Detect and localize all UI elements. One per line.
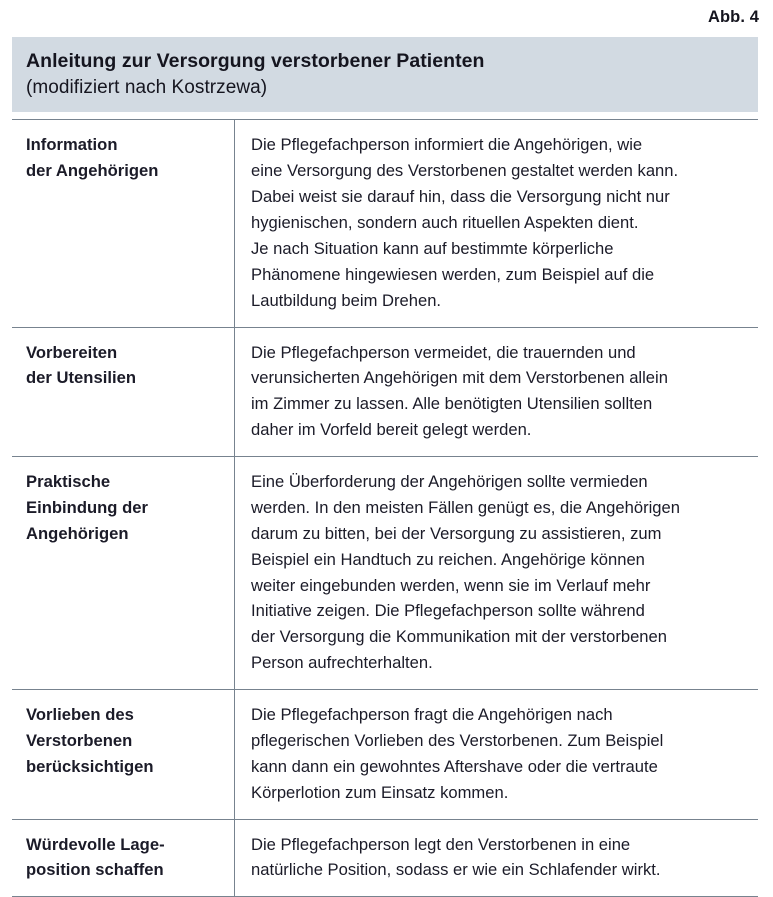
figure-number-label: Abb. 4 xyxy=(707,8,759,26)
description-line: daher im Vorfeld bereit gelegt werden. xyxy=(251,420,532,440)
term-line: Angehörigen xyxy=(26,523,129,543)
term-line: der Angehörigen xyxy=(26,161,159,181)
term-line: Praktische xyxy=(26,472,111,492)
table-row xyxy=(12,327,758,457)
description-line: Die Pflegefachperson legt den Verstorbenen in eine xyxy=(251,834,631,854)
term-line: Vorlieben des xyxy=(26,705,134,725)
description-line: eine Versorgung des Verstorbenen gestaltet werden kann. xyxy=(251,161,679,181)
description-line: Lautbildung beim Drehen. xyxy=(251,290,442,310)
figure-header-band xyxy=(12,37,758,112)
description-line: verunsicherten Angehörigen mit dem Verstorbenen allein xyxy=(251,368,668,388)
description-line: Person aufrechterhalten. xyxy=(251,653,433,673)
description-line: Die Pflegefachperson informiert die Angehörigen, wie xyxy=(251,135,643,155)
description-line: Initiative zeigen. Die Pflegefachperson sollte während xyxy=(251,601,645,621)
description-line: der Versorgung die Kommunikation mit der verstorbenen xyxy=(251,627,667,647)
row-description-cell xyxy=(235,690,759,820)
description-line: Je nach Situation kann auf bestimmte körperliche xyxy=(251,238,614,258)
description-line: Dabei weist sie darauf hin, dass die Versorgung nicht nur xyxy=(251,187,670,207)
table-row xyxy=(12,690,758,820)
description-line: pflegerischen Vorlieben des Verstorbenen. Zum Beispiel xyxy=(251,730,664,750)
row-term-cell xyxy=(12,819,235,897)
description-line: im Zimmer zu lassen. Alle benötigten Utensilien sollten xyxy=(251,394,653,414)
description-line: Beispiel ein Handtuch zu reichen. Angehörige können xyxy=(251,549,645,569)
row-description-cell xyxy=(235,457,759,690)
figure-table-block xyxy=(12,37,758,897)
description-line: Phänomene hingewiesen werden, zum Beispiel auf die xyxy=(251,264,655,284)
description-line: hygienischen, sondern auch rituellen Aspekten dient. xyxy=(251,213,639,233)
table-row xyxy=(12,120,758,327)
term-line: position schaffen xyxy=(26,860,164,880)
term-line: der Utensilien xyxy=(26,368,137,388)
guidance-table-body xyxy=(12,120,758,897)
row-description-cell xyxy=(235,327,759,457)
row-term-cell xyxy=(12,327,235,457)
description-line: weiter eingebunden werden, wenn sie im Verlauf mehr xyxy=(251,575,651,595)
table-row xyxy=(12,457,758,690)
term-line: Würdevolle Lage- xyxy=(26,834,165,854)
description-line: werden. In den meisten Fällen genügt es, die Angehörigen xyxy=(251,497,680,517)
description-line: natürliche Position, sodass er wie ein Schlafender wirkt. xyxy=(251,860,661,880)
term-line: Vorbereiten xyxy=(26,342,118,362)
table-row xyxy=(12,819,758,897)
term-line: Information xyxy=(26,135,118,155)
figure-subtitle: (modifiziert nach Kostrzewa) xyxy=(26,76,268,98)
figure-title: Anleitung zur Versorgung verstorbener Patienten xyxy=(26,50,485,72)
description-line: Die Pflegefachperson vermeidet, die trauernden und xyxy=(251,342,636,362)
description-line: darum zu bitten, bei der Versorgung zu assistieren, zum xyxy=(251,523,662,543)
description-line: Die Pflegefachperson fragt die Angehörigen nach xyxy=(251,705,613,725)
term-line: Einbindung der xyxy=(26,497,148,517)
term-line: berücksichtigen xyxy=(26,756,154,776)
description-line: kann dann ein gewohntes Aftershave oder die vertraute xyxy=(251,756,658,776)
description-line: Eine Überforderung der Angehörigen sollte vermieden xyxy=(251,472,648,492)
term-line: Verstorbenen xyxy=(26,730,133,750)
row-description-cell xyxy=(235,819,759,897)
row-term-cell xyxy=(12,457,235,690)
row-term-cell xyxy=(12,120,235,327)
description-line: Körperlotion zum Einsatz kommen. xyxy=(251,782,509,802)
row-term-cell xyxy=(12,690,235,820)
guidance-table xyxy=(12,119,758,897)
row-description-cell xyxy=(235,120,759,327)
